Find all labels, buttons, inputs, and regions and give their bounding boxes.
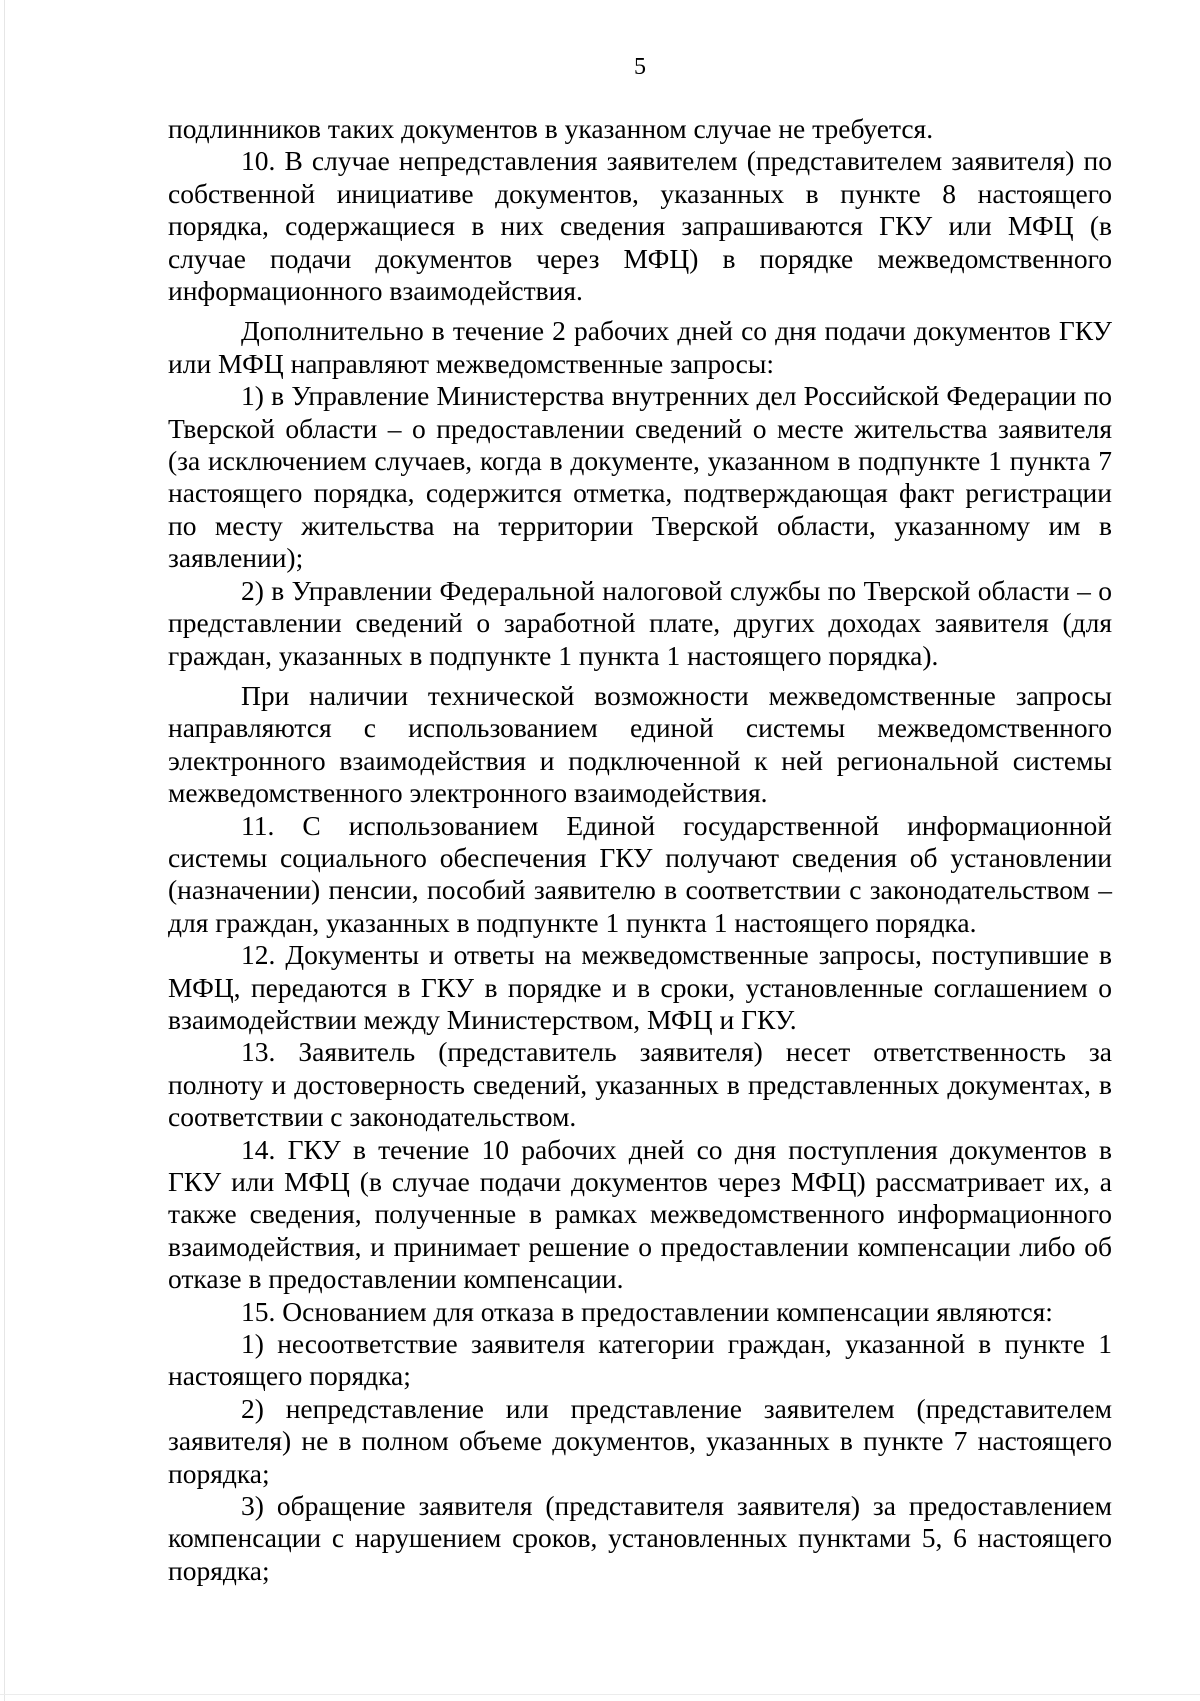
page-number: 5	[634, 54, 646, 80]
paragraph-item-11: 11. С использованием Единой государственной информационной системы социального обеспечения ГКУ получают сведения об установлении (назначении) пенсии, пособий заявителю в соответствии с законодательством – для граждан, указанных в подпункте 1 пункта 1 настоящего порядка.	[168, 809, 1112, 938]
paragraph-request-2: 2) в Управлении Федеральной налоговой службы по Тверской области – о представлении сведений о заработной плате, других доходах заявителя (для граждан, указанных в подпункте 1 пункта 1 настоящего порядка).	[168, 574, 1112, 671]
paragraph-item-12: 12. Документы и ответы на межведомственные запросы, поступившие в МФЦ, передаются в ГКУ в порядке и в сроки, установленные соглашением о взаимодействии между Министерством, МФЦ и ГКУ.	[168, 939, 1112, 1035]
scan-edge-line	[4, 0, 5, 1701]
paragraph-refusal-reason-2: 2) непредставление или представление заявителем (представителем заявителя) не в полном объеме документов, указанных в пункте 7 настоящего порядка;	[168, 1392, 1112, 1489]
paragraph-continuation: подлинников таких документов в указанном случае не требуется.	[168, 113, 934, 144]
paragraph-item-15: 15. Основанием для отказа в предоставлении компенсации являются:	[241, 1295, 1053, 1327]
paragraph-item-14: 14. ГКУ в течение 10 рабочих дней со дня поступления документов в ГКУ или МФЦ (в случае подачи документов через МФЦ) рассматривает их, а также сведения, полученные в рамках межведомственного информационного взаимодействия, и принимает решение о предоставлении компенсации либо об отказе в предоставлении компенсации.	[168, 1133, 1112, 1295]
paragraph-additional-requests: Дополнительно в течение 2 рабочих дней со дня подачи документов ГКУ или МФЦ направляют межведомственные запросы:	[168, 315, 1112, 379]
paragraph-technical-possibility: При наличии технической возможности межведомственные запросы направляются с использованием единой системы межведомственного электронного взаимодействия и подключенной к ней региональной системы межведомственного электронного взаимодействия.	[168, 679, 1112, 809]
paragraph-request-1: 1) в Управление Министерства внутренних дел Российской Федерации по Тверской области – о предоставлении сведений о месте жительства заявителя (за исключением случаев, когда в документе, указанном в подпункте 1 пункта 7 настоящего порядка, содержится отметка, подтверждающая факт регистрации по месту жительства на территории Тверской области, указанному им в заявлении);	[168, 380, 1112, 574]
paragraph-refusal-reason-1: 1) несоответствие заявителя категории граждан, указанной в пункте 1 настоящего порядка;	[168, 1328, 1112, 1392]
document-body	[168, 113, 1112, 1587]
paragraph-item-10: 10. В случае непредставления заявителем (представителем заявителя) по собственной инициативе документов, указанных в пункте 8 настоящего порядка, содержащиеся в них сведения запрашиваются ГКУ или МФЦ (в случае подачи документов через МФЦ) в порядке межведомственного информационного взаимодействия.	[168, 145, 1112, 307]
paragraph-refusal-reason-3: 3) обращение заявителя (представителя заявителя) за предоставлением компенсации с нарушением сроков, установленных пунктами 5, 6 настоящего порядка;	[168, 1490, 1112, 1586]
paragraph-item-13: 13. Заявитель (представитель заявителя) несет ответственность за полноту и достоверность сведений, указанных в представленных документах, в соответствии с законодательством.	[168, 1036, 1112, 1133]
scan-bottom-line	[0, 1694, 1200, 1695]
